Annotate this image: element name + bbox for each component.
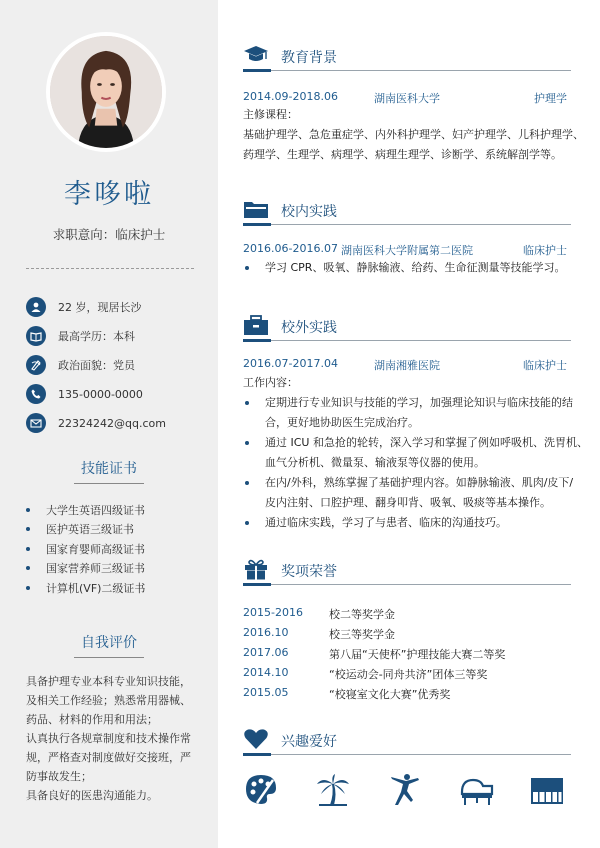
list-item: 学习 CPR、吸氧、静脉输液、给药、生命征测量等技能学习。 bbox=[243, 258, 573, 278]
section-underline-accent bbox=[243, 753, 271, 756]
contact-age-location bbox=[26, 294, 166, 320]
bullet-icon bbox=[245, 401, 249, 405]
bullet-icon bbox=[245, 481, 249, 485]
list-item: 国家营养师三级证书 bbox=[26, 559, 145, 579]
bullet-icon bbox=[245, 441, 249, 445]
folder-icon bbox=[243, 198, 269, 220]
section-underline bbox=[243, 754, 571, 755]
campus-header: 校内实践 bbox=[243, 198, 571, 228]
list-item: 计算机(VF)二级证书 bbox=[26, 578, 145, 598]
keyboard-keys-icon bbox=[529, 772, 565, 808]
contact-email bbox=[26, 410, 166, 436]
list-item: 2014.10 “校运动会-同舟共济”团体三等奖 bbox=[243, 666, 488, 681]
heart-icon bbox=[243, 728, 269, 750]
external-row: 2016.07-2017.04 湖南湘雅医院 临床护士 bbox=[243, 357, 567, 372]
divider bbox=[26, 268, 194, 269]
education-header: 教育背景 bbox=[243, 44, 571, 74]
list-item: 2015-2016 校二等奖学金 bbox=[243, 606, 395, 621]
list-item: 定期进行专业知识与技能的学习，加强理论知识与临床技能的结 合，更好地协助医生完成治疗。 bbox=[243, 393, 573, 433]
list-item: 2016.10 校三等奖学金 bbox=[243, 626, 395, 641]
section-underline-accent bbox=[243, 339, 271, 342]
list-item: 2015.05 “校寝室文化大赛”优秀奖 bbox=[243, 686, 451, 701]
piano-icon bbox=[459, 772, 495, 808]
campus-row: 2016.06-2016.07 湖南医科大学附属第二医院 临床护士 bbox=[243, 242, 567, 257]
bullet-icon bbox=[245, 266, 249, 270]
self-eval-title: 自我评价 bbox=[0, 632, 218, 658]
education-row: 2014.09-2018.06 湖南医科大学 护理学 bbox=[243, 90, 567, 105]
book-icon bbox=[26, 326, 46, 346]
contact-text: 135-0000-0000 bbox=[58, 387, 143, 401]
contact-education bbox=[26, 323, 166, 349]
list-item: 2017.06 第八届“天使杯”护理技能大赛二等奖 bbox=[243, 646, 506, 661]
skills-list bbox=[26, 500, 145, 598]
gift-icon bbox=[243, 558, 269, 580]
list-item: 通过 ICU 和急抢的轮转，深入学习和掌握了例如呼吸机、洗胃机、 血气分析机、微量泵、输液泵等仪器的使用。 bbox=[243, 433, 573, 473]
person-icon bbox=[26, 297, 46, 317]
bullet-icon bbox=[26, 547, 30, 551]
section-underline bbox=[243, 340, 571, 341]
palm-tree-icon bbox=[315, 772, 351, 808]
bullet-icon bbox=[245, 521, 249, 525]
profile-name: 李哆啦 bbox=[64, 179, 154, 210]
briefcase-icon bbox=[243, 314, 269, 336]
external-content-label: 工作内容： bbox=[243, 376, 298, 389]
bullet-icon bbox=[26, 586, 30, 590]
contact-list bbox=[26, 294, 166, 439]
title-underline bbox=[74, 483, 144, 484]
job-intent: 求职意向：临床护士 bbox=[52, 227, 166, 242]
palette-icon bbox=[243, 772, 279, 808]
contact-text: 最高学历：本科 bbox=[58, 330, 135, 343]
contact-phone bbox=[26, 381, 166, 407]
section-underline-accent bbox=[243, 69, 271, 72]
education-courses: 主修课程： 基础护理学、急危重症学、内外科护理学、妇产护理学、儿科护理学、 药理学、生理学、病理学、病理生理学、诊断学、系统解剖学等。 bbox=[243, 108, 584, 161]
skills-title: 技能证书 bbox=[0, 458, 218, 484]
section-underline-accent bbox=[243, 223, 271, 226]
contact-text: 政治面貌：党员 bbox=[58, 359, 135, 372]
list-item: 在内/外科，熟练掌握了基础护理内容。如静脉输液、肌肉/皮下/ 皮内注射、口腔护理、翻身叩背、吸氧、吸痰等基本操作。 bbox=[243, 473, 573, 513]
honors-list bbox=[243, 606, 571, 706]
campus-bullets bbox=[243, 258, 573, 278]
contact-text: 22324242@qq.com bbox=[58, 416, 166, 430]
bullet-icon bbox=[26, 527, 30, 531]
section-underline bbox=[243, 584, 571, 585]
list-item: 大学生英语四级证书 bbox=[26, 500, 145, 520]
list-item: 通过临床实践，学习了与患者、临床的沟通技巧。 bbox=[243, 513, 573, 533]
badge-icon bbox=[26, 355, 46, 375]
section-underline bbox=[243, 70, 571, 71]
hobbies-icons bbox=[243, 772, 571, 812]
list-item: 医护英语三级证书 bbox=[26, 520, 145, 540]
title-underline bbox=[74, 657, 144, 658]
bullet-icon bbox=[26, 508, 30, 512]
phone-icon bbox=[26, 384, 46, 404]
contact-text: 22 岁，现居长沙 bbox=[58, 301, 142, 314]
section-underline-accent bbox=[243, 583, 271, 586]
list-item: 国家育婴师高级证书 bbox=[26, 539, 145, 559]
external-header: 校外实践 bbox=[243, 314, 571, 344]
hobbies-header: 兴趣爱好 bbox=[243, 728, 571, 758]
self-eval-text: 具备护理专业本科专业知识技能， 及相关工作经验；熟悉常用器械、 药品、材料的作用和用法； 认真执行各规章制度和技术操作常 规，严格查对制度做好交接班，严 防事故发生； 具备良好的医患沟通能力。 bbox=[26, 675, 191, 802]
external-bullets bbox=[243, 393, 588, 533]
graduation-cap-icon bbox=[243, 44, 269, 66]
dancer-icon bbox=[387, 772, 423, 808]
bullet-icon bbox=[26, 566, 30, 570]
section-underline bbox=[243, 224, 571, 225]
mail-icon bbox=[26, 413, 46, 433]
honors-header: 奖项荣誉 bbox=[243, 558, 571, 588]
contact-political bbox=[26, 352, 166, 378]
avatar bbox=[46, 32, 166, 152]
